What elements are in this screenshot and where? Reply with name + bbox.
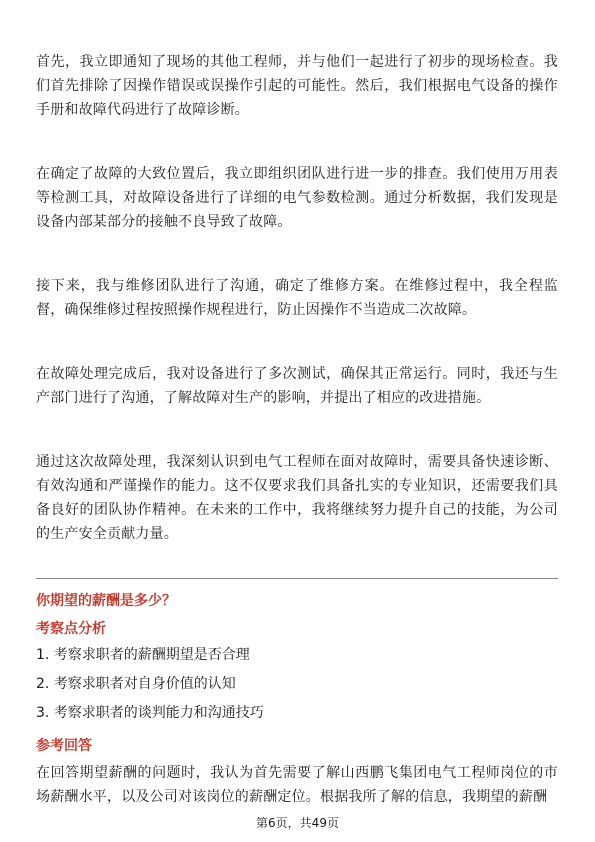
paragraph-1: 首先，我立即通知了现场的其他工程师，并与他们一起进行了初步的现场检查。我们首先排除了因操作错误或误操作引起的可能性。然后，我们根据电气设备的操作手册和故障代码进行了故障诊断。 [36,54,558,118]
analysis-points [36,644,558,724]
question-title: 你期望的薪酬是多少？ [36,593,176,609]
answer-text: 在回答期望薪酬的问题时，我认为首先需要了解山西鹏飞集团电气工程师岗位的市场薪酬水平，以及公司对该岗位的薪酬定位。根据我所了解的信息，我期望的薪酬 [36,765,558,805]
body-text [36,50,558,546]
page-number: 第6页，共49页 [256,816,339,830]
paragraph-5: 通过这次故障处理，我深刻认识到电气工程师在面对故障时，需要具备快速诊断、有效沟通和严谨操作的能力。这不仅要求我们具备扎实的专业知识，还需要我们具备良好的团队协作精神。在未来的工作中，我将继续努力提升自己的技能，为公司的生产安全贡献力量。 [36,454,558,542]
answer-section [36,735,558,809]
answer-heading: 参考回答 [36,738,92,754]
paragraph-4: 在故障处理完成后，我对设备进行了多次测试，确保其正常运行。同时，我还与生产部门进行了沟通，了解故障对生产的影响，并提出了相应的改进措施。 [36,366,558,406]
paragraph-2: 在确定了故障的大致位置后，我立即组织团队进行进一步的排查。我们使用万用表等检测工具，对故障设备进行了详细的电气参数检测。通过分析数据，我们发现是设备内部某部分的接触不良导致了故障。 [36,166,558,230]
paragraph-3: 接下来，我与维修团队进行了沟通，确定了维修方案。在维修过程中，我全程监督，确保维修过程按照操作规程进行，防止因操作不当造成二次故障。 [36,278,558,318]
list-item: 3. 考察求职者的谈判能力和沟通技巧 [36,705,264,721]
analysis-section [36,618,558,731]
section-divider [36,578,558,579]
list-item: 2. 考察求职者对自身价值的认知 [36,676,236,692]
list-item: 1. 考察求职者的薪酬期望是否合理 [36,647,250,663]
analysis-heading: 考察点分析 [36,621,106,637]
